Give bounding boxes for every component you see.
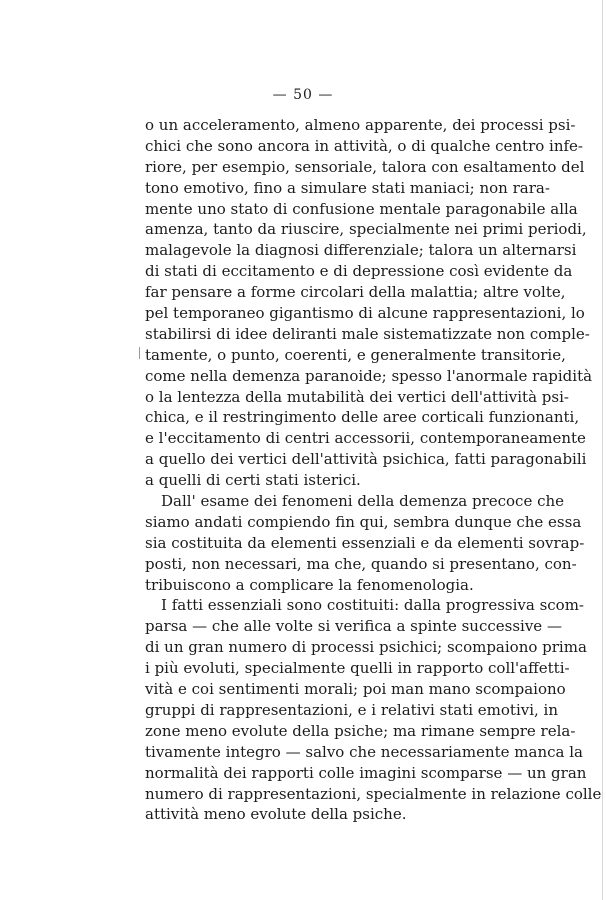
text-line: a quello dei vertici dell'attività psichica, fatti paragonabili [145,450,587,469]
paragraph [145,115,593,491]
text-line: riore, per esempio, sensoriale, talora con esaltamento del [145,157,585,176]
text-line: di stati di eccitamento e di depressione così evidente da [145,262,573,281]
text-line: o la lentezza della mutabilità dei vertici dell'attività psi- [145,387,569,406]
text-line: o un acceleramento, almeno apparente, dei processi psi- [145,116,576,134]
text-line: e l'eccitamento di centri accessorii, contemporaneamente [145,429,586,448]
text-line: malagevole la diagnosi differenziale; talora un alternarsi [145,241,577,260]
text-line: normalità dei rapporti colle imagini scomparse — un gran [145,763,587,782]
text-line: attività meno evolute della psiche. [145,805,407,824]
text-line: parsa — che alle volte si verifica a spinte successive — [145,617,562,636]
text-line: come nella demenza paranoide; spesso l'anormale rapidità [145,366,593,385]
text-line: vità e coi sentimenti morali; poi man mano scompaiono [145,680,566,699]
text-line: zone meno evolute della psiche; ma rimane sempre rela- [145,721,576,740]
text-line: sia costituita da elementi essenziali e da elementi sovrap- [145,533,585,552]
margin-mark [139,347,140,359]
text-line: tamente, o punto, coerenti, e generalmente transitorie, [145,345,566,364]
text-line: siamo andati compiendo fin qui, sembra dunque che essa [145,512,582,531]
text-line: gruppi di rappresentazioni, e i relativi stati emotivi, in [145,700,559,719]
text-line: pel temporaneo gigantismo di alcune rappresentazioni, lo [145,304,585,323]
text-line: Dall' esame dei fenomeni della demenza precoce che [161,492,565,511]
page-edge [602,0,603,900]
text-line: a quelli di certi stati isterici. [145,471,361,490]
text-line: far pensare a forme circolari della malattia; altre volte, [145,283,566,302]
body-text [145,115,602,825]
text-line: mente uno stato di confusione mentale paragonabile alla [145,199,578,218]
text-line: posti, non necessari, ma che, quando si presentano, con- [145,554,577,573]
page-number: — 50 — [272,87,334,103]
text-line: di un gran numero di processi psichici; scompaiono prima [145,638,587,657]
text-line: chici che sono ancora in attività, o di qualche centro infe- [145,136,584,155]
text-line: tivamente integro — salvo che necessariamente manca la [145,742,583,761]
text-line: chica, e il restringimento delle aree corticali funzionanti, [145,408,580,427]
text-line: numero di rappresentazioni, specialmente in relazione colle [145,784,602,803]
paragraph [145,595,602,825]
text-line: i più evoluti, specialmente quelli in rapporto coll'affetti- [145,659,570,678]
text-line: tono emotivo, fino a simulare stati maniaci; non rara- [145,178,550,197]
text-line: I fatti essenziali sono costituiti: dalla progressiva scom- [161,596,585,615]
text-line: stabilirsi di idee deliranti male sistematizzate non comple- [145,324,590,343]
paragraph [145,491,585,595]
text-line: tribuiscono a complicare la fenomenologia. [145,575,474,594]
text-line: amenza, tanto da riuscire, specialmente nei primi periodi, [145,220,587,239]
